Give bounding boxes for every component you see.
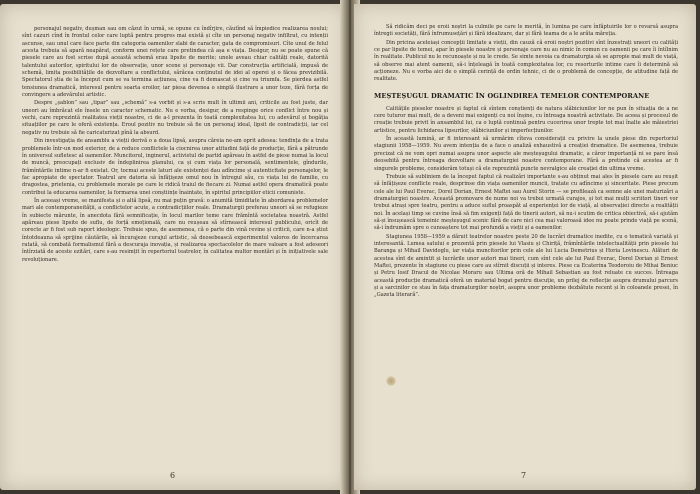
- right-paragraph-4: Stagiunea 1958—1959 a dăruit teatrelor noastre peste 20 de lucrări dramatice inedite, cu o tematică variată și interesantă. Lumea satului e prezentă prin piesele lui Vlasiu și Chiriță, frămîntările intelectualității prin piesele lui Baranga și Mihail Davidoglu, iar viața muncitorilor prin cele ale lui Lucia Demetrius și Horia Lovinescu. Alături de acestea sînt de amintit și lucrările unor autori mai tineri, cum sînt cele ale lui Paul Everac, Dorel Dorian și Ernest Maftei, prezente în stagiune cu piese care au stîrnit discuții și interes. Piese ca Ecaterina Teodoroiu de Mihai Beniuc și Petru Iosif Dracul de Nicolae Moraru sau Ultima oră de Mihail Sebastian au fost reluate cu succes. Întreaga această producție dramatică oferă un material bogat pentru discuție, un prilej de reflecție asupra drumului parcurs și a sarcinilor ce stau în fața dramaturgilor noștri, asupra unor probleme dezbătute recent și în coloanele presei, în „Gazeta literară”.: [374, 233, 678, 299]
- left-paragraph-4: În aceeași vreme, se manifesta și o altă lipsă, nu mai puțin gravă: o anumită timiditate în abordarea problemelor mari ale contemporaneității, a conflictelor acute, a contradicțiilor reale. Dramaturgii preferau uneori să se refugieze în subiecte mărunte, în anecdota fără semnificație, în locul marilor teme care frămîntă societatea noastră. Astfel apăreau piese lipsite de suflu, de forță emoțională, care nu reușeau să stîrnească interesul publicului, oricît de corecte ar fi fost sub raport ideologic. Trebuie spus, de asemenea, că o parte din vină revine și criticii, care n-a știut întotdeauna să sprijine căutările, să încurajeze curajul artistic, să deosebească experimentul valoros de încercarea ratată, să combată formalismul fără a descuraja inovația, și realizarea spectacolelor de mare valoare a fost adeseori întîrziată de aceste ezitări, care s-au resimțit în repertoriul teatrelor, în calitatea multor montări și în inițiativele sale revoluționare.: [22, 197, 328, 263]
- left-page-body: [22, 26, 328, 264]
- left-paragraph-3: Din investigația de ansamblu a vieții derivă o a doua lipsă, asupra căreia ne-am oprit adesea: tendința de a trata problemele într-un mod exterior, de a reduce conflictele la ciocnirea unor atitudini față de producție, fără a pătrunde în universul sufletesc al oamenilor. Muncitorul, inginerul, activistul de partid apăreau în astfel de piese numai la locul de muncă, preocupați exclusiv de îndeplinirea planului, ca și cum viața lor personală, sentimentele, gîndurile, frămîntările intime n-ar fi existat. Or, tocmai aceste laturi ale existenței dau adîncime și autenticitate personajelor, le fac apropiate de spectator. Teatrul are datoria să înfățișeze omul nou în întregul său, cu viața lui de familie, cu dragostea, prietenia, cu problemele morale pe care le ridică traiul de fiecare zi. Numai astfel opera dramatică poate contribui la educarea oamenilor, la formarea unei conștiințe înaintate, în spiritul principiilor eticii comuniste.: [22, 138, 328, 196]
- right-page-body: [374, 24, 678, 300]
- right-intro-paragraph-2: Din pricina aceleiași concepții limitate a vieții, din cauză că eroii noștri pozitivi sînt înzestrați uneori cu calități ce par lipsite de temei, apar în piesele noastre și personaje care nu au nimic în comun cu oamenii pe care îi întîlnim în realitate. Publicul nu le recunoaște și nu le crede. Se simte nevoia ca dramaturgia să se apropie mai mult de viață, să observe mai atent oamenii, să-i înțeleagă în toată complexitatea lor, cu resorturile intime care îi determină să acționeze. Nu e vorba aici de o simplă cerință de ordin tehnic, ci de o problemă de concepție, de atitudine față de realitate.: [374, 39, 678, 83]
- page-number-right: 7: [521, 471, 527, 480]
- section-heading: MEȘTEȘUGUL DRAMATIC ÎN OGLINDIREA TEMELOR CONTEMPORANE: [374, 91, 650, 100]
- right-paragraph-2: În această lumină, ar fi interesant să urmărim cîteva considerații cu privire la unele piese din repertoriul stagiunii 1958—1959. Nu avem intenția de a face o analiză exhaustivă a creației dramatice. De asemenea, trebuie precizat că ne vom opri numai asupra unor aspecte ale meșteșugului dramatic, a căror importanță ni se pare însă deosebită pentru întreaga dezvoltare a dramaturgiei noastre contemporane. Fără a pretinde că acestea ar fi singurele probleme, considerăm totuși că ele reprezintă puncte nevralgice ale creației din ultima vreme.: [374, 136, 678, 172]
- left-paragraph-1: personajul negativ, dușman sau om căzut în urmă, se opune cu îndîrjire, căutînd să împiedice realizarea noului; sînt cazuri cînd în frontul celor care luptă pentru progres mai există și cîte un personaj negativ infiltrat, cu intenții ascunse, sau unul care face parte din categoria oamenilor slabi de caracter, gata de compromisuri. Cîte unul de felul acesta trebuia să apară neapărat, conform unei rețete care pretindea că așa e viața. Desigur, nu se poate spune că piesele care au fost scrise după această schemă erau lipsite de merite; unele aveau chiar calități reale, datorită talentului autorilor, spiritului lor de observație, unor scene și personaje vii. Dar construcția artificială, impusă de schemă, limita posibilitățile de dezvoltare a conflictului, sărăcea conținutul de idei al operei și o făcea previzibilă. Spectatorul știa de la început cum se va termina acțiunea, cine va fi demascat și cine va triumfa. Se pierdea astfel tensiunea dramatică, interesul pentru soarta eroilor, iar piesa devenea o simplă ilustrare a unor teze, fără forța de convingere a adevărului artistic.: [22, 26, 328, 99]
- left-page: [0, 4, 346, 490]
- paper-stain: [386, 376, 396, 386]
- page-number-left: 6: [170, 471, 176, 480]
- right-paragraph-1: Calitățile pieselor noastre și faptul că sîntem conștienți de natura slăbiciunilor lor ne pun în situația de a ne cere tuturor mai mult, de a deveni mai exigenți cu noi înșine, cu întreaga noastră activitate. De aceea și procesul de creație trebuie privit în ansamblul lui, ca o luptă continuă pentru cucerirea unor trepte tot mai înalte ale măiestriei artistice, pentru lichidarea lipsurilor, slăbiciunilor și imperfecțiunilor.: [374, 105, 678, 134]
- right-paragraph-3: Trebuie să subliniem de la început faptul că realizări importante s-au obținut mai ales în piesele care au reușit să înfățișeze conflicte reale, desprinse din viața oamenilor muncii, tratate cu adîncime și sinceritate. Piese precum cele ale lui Paul Everac, Dorel Dorian, Ernest Maftei sau Aurel Storin — se profilează ca semne ale unei maturizări a dramaturgiei noastre. Această promovare de nume noi va trebui urmată curajos, și tot mai mulți scriitori tineri vor trebui atrași spre teatru, pentru a aduce suflul proaspăt al experienței lor de viață, al observației directe a realității noi. În același timp se cuvine însă să fim exigenți față de tinerii autori, să nu-i scutim de critica obiectivă, să-i ajutăm să-și însușească temeinic meșteșugul scenic fără de care nici cea mai valoroasă idee nu poate prinde viață pe scenă, să-i îndrumăm spre o cunoaștere tot mai profundă a vieții și a oamenilor.: [374, 173, 678, 232]
- left-paragraph-2: Despre „șablon” sau „tipar” sau „schemă” s-a vorbit și s-a scris mult în ultimii ani, criticile au fost juste, dar uneori au îmbrăcat ele însele un caracter schematic. Nu e vorba, desigur, de a respinge orice conflict între nou și vechi, care reprezintă realitatea vieții noastre, ci de a-l prezenta în toată complexitatea lui, cu adevărul și bogăția situațiilor pe care le oferă existența. Eroul pozitiv nu trebuie să fie un personaj ideal, lipsit de contradicții, iar cel negativ nu trebuie să fie caricaturizat pînă la absurd.: [22, 100, 328, 136]
- right-intro-paragraph-1: Să ridicăm deci pe eroii noștri la culmile pe care le merită, în lumina pe care înfăptuirile lor o revarsă asupra întregii societăți, fără înfrumusețări și fără idealizare, dar și fără teama de a le arăta măreția.: [374, 24, 678, 38]
- right-page: [354, 4, 696, 490]
